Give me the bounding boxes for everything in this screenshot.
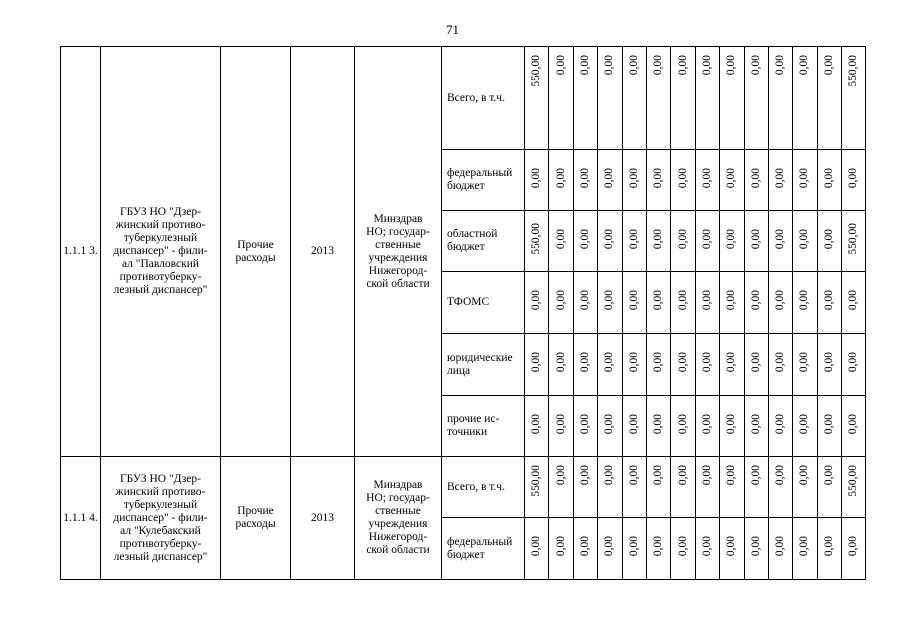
value-text: 0,00 xyxy=(603,228,616,250)
value-text: 0,00 xyxy=(822,536,835,557)
value-cell xyxy=(549,211,573,272)
value-text: 0,00 xyxy=(578,536,591,557)
value-text: 0,00 xyxy=(603,167,616,189)
value-cell xyxy=(842,334,866,396)
value-text: 0,00 xyxy=(676,55,689,76)
value-text: 0,00 xyxy=(652,167,665,189)
value-cell xyxy=(695,272,719,334)
value-cell xyxy=(793,396,817,457)
value-text: 0,00 xyxy=(725,167,738,189)
value-text: 0,00 xyxy=(530,413,543,435)
value-cell xyxy=(842,396,866,457)
value-cell xyxy=(793,272,817,334)
value-text: 0,00 xyxy=(749,352,762,373)
value-cell xyxy=(549,272,573,334)
value-text: 0,00 xyxy=(700,167,713,189)
text-line: жинский противо- xyxy=(115,219,206,231)
value-cell xyxy=(598,47,622,150)
value-cell xyxy=(573,150,597,211)
value-cell xyxy=(817,211,841,272)
value-text: 0,00 xyxy=(847,352,860,373)
value-text: 0,00 xyxy=(822,290,835,311)
value-cell xyxy=(646,457,670,518)
value-text: 0,00 xyxy=(774,465,787,486)
value-text: 0,00 xyxy=(578,167,591,189)
value-cell xyxy=(525,47,549,150)
value-cell xyxy=(598,396,622,457)
value-text: 0,00 xyxy=(749,167,762,189)
value-cell xyxy=(622,457,646,518)
value-cell xyxy=(744,518,768,580)
value-cell xyxy=(744,47,768,150)
value-text: 0,00 xyxy=(725,55,738,76)
value-cell xyxy=(622,272,646,334)
value-text: 0,00 xyxy=(822,167,835,189)
value-cell xyxy=(817,272,841,334)
value-cell xyxy=(744,272,768,334)
value-cell xyxy=(720,457,744,518)
value-cell xyxy=(842,457,866,518)
text-line: федеральный xyxy=(447,535,513,548)
value-text: 0,00 xyxy=(530,167,543,189)
value-cell xyxy=(817,47,841,150)
budget-table xyxy=(60,46,866,580)
year-cell xyxy=(291,457,355,580)
value-cell xyxy=(768,47,792,150)
text-line: федеральный xyxy=(447,167,513,179)
text-line: ГБУЗ НО "Дзер- xyxy=(119,472,201,485)
value-text: 0,00 xyxy=(652,290,665,311)
value-text: 0,00 xyxy=(774,167,787,189)
value-text: 0,00 xyxy=(554,352,567,373)
value-text: 0,00 xyxy=(700,55,713,76)
table-row xyxy=(61,47,866,150)
value-cell xyxy=(646,150,670,211)
value-text: 0,00 xyxy=(725,290,738,311)
text-line: противотуберку- xyxy=(119,271,202,283)
value-text: 550,00 xyxy=(530,465,543,497)
text-line: областной xyxy=(447,228,498,240)
value-cell xyxy=(549,457,573,518)
value-text: 0,00 xyxy=(798,465,811,486)
value-cell xyxy=(525,150,549,211)
value-cell xyxy=(720,272,744,334)
text-line: точники xyxy=(447,426,488,438)
text-line: диспансер" - фили- xyxy=(113,511,208,524)
value-cell xyxy=(768,334,792,396)
text-line: бюджет xyxy=(447,241,485,253)
value-text: 0,00 xyxy=(798,413,811,435)
year-value: 2013 xyxy=(311,245,334,257)
text-line: расходы xyxy=(235,251,276,264)
value-text: 0,00 xyxy=(676,413,689,435)
value-text: 0,00 xyxy=(652,228,665,250)
value-cell xyxy=(549,518,573,580)
funding-source-cell xyxy=(442,518,525,580)
value-text: 0,00 xyxy=(798,290,811,311)
text-line: НО; государ- xyxy=(366,492,430,504)
value-cell xyxy=(720,518,744,580)
value-cell xyxy=(598,150,622,211)
value-text: 550,00 xyxy=(530,55,543,87)
value-text: 0,00 xyxy=(627,413,640,435)
value-cell xyxy=(598,211,622,272)
value-cell xyxy=(646,396,670,457)
value-cell xyxy=(695,47,719,150)
expense-type-cell xyxy=(221,457,291,580)
value-text: 0,00 xyxy=(578,290,591,311)
value-text: 0,00 xyxy=(774,536,787,557)
value-cell xyxy=(598,457,622,518)
value-text: 0,00 xyxy=(603,413,616,435)
text-line: Всего, в т.ч. xyxy=(447,480,505,493)
value-text: 0,00 xyxy=(847,536,860,557)
value-cell xyxy=(525,457,549,518)
value-cell xyxy=(768,396,792,457)
value-cell xyxy=(573,457,597,518)
text-line: диспансер" - фили- xyxy=(113,245,208,257)
text-line: ТФОМС xyxy=(447,296,490,308)
text-line: расходы xyxy=(235,518,276,530)
value-cell xyxy=(793,334,817,396)
entry-number-cell xyxy=(61,47,101,457)
value-text: 0,00 xyxy=(603,55,616,76)
value-text: 0,00 xyxy=(798,536,811,557)
value-cell xyxy=(720,396,744,457)
value-text: 0,00 xyxy=(798,167,811,189)
value-cell xyxy=(720,47,744,150)
value-text: 0,00 xyxy=(578,352,591,373)
value-text: 0,00 xyxy=(603,352,616,373)
value-text: 0,00 xyxy=(627,536,640,557)
text-line: противотуберку- xyxy=(119,537,202,550)
value-text: 0,00 xyxy=(578,465,591,486)
page-number: 71 xyxy=(446,22,459,37)
value-text: 0,00 xyxy=(774,413,787,435)
value-text: 0,00 xyxy=(627,167,640,189)
value-cell xyxy=(793,211,817,272)
value-text: 0,00 xyxy=(798,55,811,76)
expense-type-cell xyxy=(221,47,291,457)
value-cell xyxy=(525,334,549,396)
value-text: 0,00 xyxy=(676,465,689,486)
value-cell xyxy=(646,211,670,272)
value-text: 550,00 xyxy=(847,55,860,87)
value-text: 0,00 xyxy=(676,167,689,189)
funding-source-cell xyxy=(442,150,525,211)
value-cell xyxy=(646,518,670,580)
value-cell xyxy=(573,272,597,334)
value-cell xyxy=(744,211,768,272)
value-text: 0,00 xyxy=(700,352,713,373)
value-cell xyxy=(842,47,866,150)
value-text: 0,00 xyxy=(652,536,665,557)
value-text: 0,00 xyxy=(774,55,787,76)
value-text: 0,00 xyxy=(578,413,591,435)
value-cell xyxy=(768,272,792,334)
value-cell xyxy=(842,150,866,211)
text-line: ственные xyxy=(375,238,421,251)
text-line: лезный диспансер" xyxy=(113,284,208,296)
value-text: 0,00 xyxy=(774,352,787,373)
value-cell xyxy=(793,457,817,518)
value-cell xyxy=(720,334,744,396)
value-cell xyxy=(671,211,695,272)
text-line: Всего, в т.ч. xyxy=(447,91,505,104)
value-cell xyxy=(525,272,549,334)
text-line: Минздрав xyxy=(373,479,423,491)
value-text: 0,00 xyxy=(603,536,616,557)
value-cell xyxy=(646,47,670,150)
funding-source-cell xyxy=(442,396,525,457)
value-text: 0,00 xyxy=(798,228,811,250)
value-text: 0,00 xyxy=(578,228,591,250)
funding-source-cell xyxy=(442,334,525,396)
value-text: 0,00 xyxy=(725,228,738,250)
value-text: 550,00 xyxy=(847,223,860,255)
text-line: лезный диспансер" xyxy=(113,550,208,563)
text-line: Минздрав xyxy=(373,212,423,225)
value-text: 0,00 xyxy=(627,465,640,486)
value-cell xyxy=(744,457,768,518)
value-cell xyxy=(671,334,695,396)
value-cell xyxy=(622,150,646,211)
executor-cell xyxy=(355,457,442,580)
value-text: 0,00 xyxy=(700,413,713,435)
value-text: 0,00 xyxy=(774,228,787,250)
value-cell xyxy=(744,334,768,396)
value-cell xyxy=(598,334,622,396)
entry-name-cell xyxy=(101,457,221,580)
value-text: 0,00 xyxy=(676,228,689,250)
value-text: 0,00 xyxy=(700,290,713,311)
entry-number-cell xyxy=(61,457,101,580)
value-text: 0,00 xyxy=(676,352,689,373)
funding-source-cell xyxy=(442,211,525,272)
value-cell xyxy=(573,47,597,150)
value-cell xyxy=(646,272,670,334)
value-cell xyxy=(768,457,792,518)
value-cell xyxy=(793,47,817,150)
value-text: 0,00 xyxy=(554,55,567,76)
text-line: бюджет xyxy=(447,548,485,561)
value-text: 0,00 xyxy=(652,413,665,435)
funding-source-cell xyxy=(442,47,525,150)
value-cell xyxy=(598,272,622,334)
value-cell xyxy=(842,518,866,580)
text-line: НО; государ- xyxy=(366,225,430,238)
value-text: 0,00 xyxy=(578,55,591,76)
text-line: туберкулезный xyxy=(123,498,198,511)
value-cell xyxy=(671,396,695,457)
executor-cell xyxy=(355,47,442,457)
value-text: 0,00 xyxy=(530,352,543,373)
value-cell xyxy=(622,518,646,580)
value-cell xyxy=(573,518,597,580)
value-cell xyxy=(598,518,622,580)
year-value: 2013 xyxy=(311,511,334,524)
value-text: 0,00 xyxy=(700,536,713,557)
text-line: бюджет xyxy=(447,180,485,192)
value-text: 0,00 xyxy=(627,290,640,311)
value-text: 0,00 xyxy=(700,465,713,486)
value-cell xyxy=(525,396,549,457)
value-cell xyxy=(744,396,768,457)
text-line: туберкулезный xyxy=(123,232,198,244)
text-line: жинский противо- xyxy=(115,485,206,498)
text-line: ственные xyxy=(375,505,421,517)
value-text: 0,00 xyxy=(676,536,689,557)
value-text: 0,00 xyxy=(652,55,665,76)
value-cell xyxy=(695,457,719,518)
value-cell xyxy=(817,396,841,457)
value-text: 0,00 xyxy=(725,465,738,486)
value-text: 0,00 xyxy=(627,55,640,76)
value-text: 0,00 xyxy=(627,228,640,250)
text-line: Нижегород- xyxy=(368,531,428,543)
value-text: 0,00 xyxy=(627,352,640,373)
value-cell xyxy=(793,150,817,211)
text-line: ской области xyxy=(366,544,430,556)
value-text: 0,00 xyxy=(749,290,762,311)
value-cell xyxy=(525,211,549,272)
value-text: 0,00 xyxy=(749,413,762,435)
value-text: 550,00 xyxy=(847,465,860,497)
value-cell xyxy=(695,334,719,396)
value-text: 0,00 xyxy=(554,228,567,250)
value-text: 0,00 xyxy=(554,465,567,486)
text-line: Прочие xyxy=(237,238,274,251)
text-line: учреждения xyxy=(368,251,428,264)
value-cell xyxy=(671,518,695,580)
value-text: 0,00 xyxy=(652,465,665,486)
value-cell xyxy=(622,47,646,150)
table-row xyxy=(61,457,866,518)
value-cell xyxy=(768,150,792,211)
value-cell xyxy=(695,396,719,457)
text-line: учреждения xyxy=(368,518,428,530)
value-cell xyxy=(768,211,792,272)
value-text: 0,00 xyxy=(822,413,835,435)
value-text: 0,00 xyxy=(822,55,835,76)
value-cell xyxy=(695,211,719,272)
value-text: 0,00 xyxy=(749,55,762,76)
text-line: юридические xyxy=(447,351,513,364)
value-cell xyxy=(842,211,866,272)
value-text: 0,00 xyxy=(554,536,567,557)
value-cell xyxy=(573,334,597,396)
value-text: 0,00 xyxy=(676,290,689,311)
value-text: 0,00 xyxy=(700,228,713,250)
value-cell xyxy=(817,518,841,580)
value-cell xyxy=(720,211,744,272)
value-text: 0,00 xyxy=(725,536,738,557)
value-text: 0,00 xyxy=(798,352,811,373)
value-cell xyxy=(622,334,646,396)
value-text: 0,00 xyxy=(554,167,567,189)
value-cell xyxy=(744,150,768,211)
text-line: Прочие xyxy=(237,505,274,517)
value-text: 0,00 xyxy=(652,352,665,373)
text-line: прочие ис- xyxy=(447,413,500,425)
value-text: 0,00 xyxy=(847,413,860,435)
value-text: 0,00 xyxy=(725,352,738,373)
text-line: ал "Кулебакский xyxy=(120,524,201,537)
value-cell xyxy=(671,47,695,150)
entry-number: 1.1.1 3. xyxy=(63,245,98,257)
value-cell xyxy=(671,457,695,518)
funding-source-cell xyxy=(442,457,525,518)
value-cell xyxy=(817,334,841,396)
value-cell xyxy=(622,211,646,272)
value-text: 0,00 xyxy=(530,290,543,311)
value-cell xyxy=(695,518,719,580)
value-text: 0,00 xyxy=(749,228,762,250)
value-text: 0,00 xyxy=(749,536,762,557)
value-text: 550,00 xyxy=(530,223,543,255)
value-text: 0,00 xyxy=(530,536,543,557)
value-cell xyxy=(720,150,744,211)
value-cell xyxy=(671,272,695,334)
entry-number: 1.1.1 4. xyxy=(63,511,98,524)
value-text: 0,00 xyxy=(554,413,567,435)
value-cell xyxy=(695,150,719,211)
value-cell xyxy=(622,396,646,457)
value-cell xyxy=(549,47,573,150)
value-text: 0,00 xyxy=(847,167,860,189)
value-text: 0,00 xyxy=(822,465,835,486)
entry-name-cell xyxy=(101,47,221,457)
text-line: ал "Павловский xyxy=(121,258,200,270)
value-cell xyxy=(817,150,841,211)
value-text: 0,00 xyxy=(774,290,787,311)
text-line: ской области xyxy=(366,277,430,290)
value-text: 0,00 xyxy=(822,352,835,373)
value-cell xyxy=(525,518,549,580)
value-cell xyxy=(646,334,670,396)
value-cell xyxy=(768,518,792,580)
value-cell xyxy=(817,457,841,518)
value-cell xyxy=(842,272,866,334)
value-text: 0,00 xyxy=(603,465,616,486)
value-text: 0,00 xyxy=(554,290,567,311)
value-cell xyxy=(549,334,573,396)
value-text: 0,00 xyxy=(822,228,835,250)
value-text: 0,00 xyxy=(749,465,762,486)
value-cell xyxy=(549,150,573,211)
value-text: 0,00 xyxy=(725,413,738,435)
value-text: 0,00 xyxy=(847,290,860,311)
text-line: лица xyxy=(447,364,471,377)
value-cell xyxy=(549,396,573,457)
value-cell xyxy=(573,396,597,457)
value-cell xyxy=(671,150,695,211)
funding-source-cell xyxy=(442,272,525,334)
value-cell xyxy=(793,518,817,580)
value-text: 0,00 xyxy=(603,290,616,311)
year-cell xyxy=(291,47,355,457)
text-line: ГБУЗ НО "Дзер- xyxy=(119,206,201,218)
value-cell xyxy=(573,211,597,272)
text-line: Нижегород- xyxy=(368,264,428,277)
